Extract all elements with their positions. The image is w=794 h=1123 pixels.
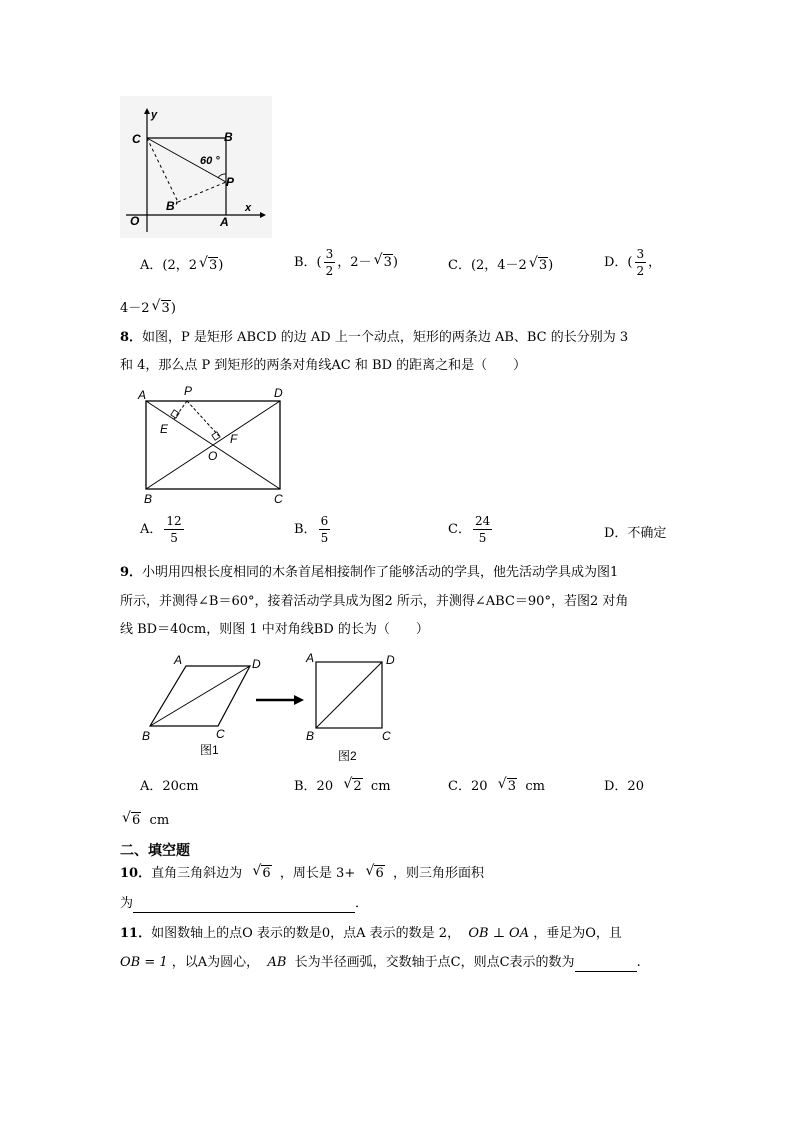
- fraction: $\frac{3}{2}$: [325, 247, 334, 278]
- q8-option-c[interactable]: C． $\frac{24}{5}$: [448, 514, 491, 545]
- q10-line-2: 为 ．: [120, 896, 369, 911]
- q7-option-c[interactable]: C．(2，4－2 √ 3): [448, 255, 554, 273]
- q9-fig1-label-b: B: [142, 729, 151, 743]
- q9-line-2: 所示，并测得∠B＝60°，接着活动学具成为图2 所示，并测得∠ABC＝90°，若图2 对角: [120, 594, 629, 609]
- q8-label-o: O: [208, 449, 218, 463]
- q8-line-2: 和 4，那么点 P 到矩形的两条对角线AC 和 BD 的距离之和是（ ）: [120, 358, 527, 373]
- q9-fig2-caption: 图2: [338, 749, 357, 763]
- q11-answer-blank[interactable]: [575, 955, 637, 972]
- q10-line-1: 10．直角三角斜边为 √ 6 ，周长是 3+ √ 6 ，则三角形面积: [120, 863, 485, 881]
- q8-option-a[interactable]: A． $\frac{12}{5}$: [140, 514, 182, 545]
- sqrt: √ 6: [365, 863, 384, 881]
- q11-line-1: 11．如图数轴上的点O 表示的数是0，点A 表示的数是 2， OB ⊥ OA ，垂足为O，且: [120, 926, 622, 941]
- q9-option-b[interactable]: B．20 √ 2 cm: [294, 776, 391, 794]
- q9-fig1-label-c: C: [216, 727, 225, 741]
- sqrt: √ 3: [528, 255, 548, 273]
- q7-label-angle: 60 °: [200, 155, 220, 167]
- sqrt: √ 2: [343, 776, 362, 794]
- fraction: $\frac{6}{5}$: [320, 514, 329, 545]
- q9-fig2-label-d: D: [386, 653, 395, 667]
- fraction: $\frac{3}{2}$: [636, 247, 645, 278]
- q8-line-1: 8．如图，P 是矩形 ABCD 的边 AD 上一个动点，矩形的两条边 AB、BC 的长分别为 3: [120, 330, 629, 345]
- sqrt: √ 3: [497, 776, 517, 794]
- sqrt: √ 3: [151, 298, 170, 316]
- q7-label-a: A: [220, 215, 229, 229]
- q9-option-d[interactable]: D．20: [604, 779, 644, 794]
- q7-label-x: x: [245, 202, 252, 214]
- q8-label-d: D: [274, 386, 283, 400]
- q8-label-p: P: [184, 384, 193, 398]
- q7-option-b[interactable]: B．( $\frac{3}{2}$ ，2－ √ 3): [294, 247, 398, 278]
- q10-answer-blank[interactable]: [133, 896, 355, 913]
- q7-label-b: B: [224, 130, 233, 144]
- fraction: $\frac{24}{5}$: [474, 514, 491, 545]
- q9-line-1: 9．小明用四根长度相同的木条首尾相接制作了能够活动的学具，他先活动学具成为图1: [120, 565, 619, 580]
- sqrt: √ 3: [373, 252, 392, 270]
- q7-option-d[interactable]: D．( $\frac{3}{2}$ ，: [604, 247, 662, 278]
- q8-label-f: F: [230, 432, 238, 446]
- q7-label-c: C: [132, 132, 141, 146]
- q7-label-y: y: [151, 109, 158, 121]
- q9-fig1-label-d: D: [252, 657, 261, 671]
- q9-option-d-cont: √ 6 cm: [122, 810, 170, 828]
- q9-fig1-caption: 图1: [200, 743, 219, 757]
- q8-option-d[interactable]: D．不确定: [604, 526, 667, 541]
- q11-line-2: OB = 1 ，以A为圆心， AB 长为半径画弧，交数轴于点C，则点C表示的数为 .: [120, 955, 641, 970]
- q8-figure: [134, 382, 294, 508]
- q9-line-3: 线 BD＝40cm，则图 1 中对角线BD 的长为（ ）: [120, 622, 429, 637]
- fraction: $\frac{12}{5}$: [166, 514, 182, 545]
- q7-label-bprime: B': [166, 199, 178, 213]
- sqrt: √ 6: [252, 863, 271, 881]
- q9-option-a[interactable]: A．20cm: [140, 779, 199, 794]
- q7-label-o: O: [130, 214, 140, 228]
- sqrt: √ 3: [199, 255, 218, 273]
- q7-label-p: P: [226, 175, 235, 189]
- sqrt: √ 6: [122, 810, 141, 828]
- q7-figure: [120, 96, 272, 238]
- q9-fig2-label-c: C: [382, 729, 391, 743]
- q9-fig2-label-b: B: [306, 729, 315, 743]
- q7-option-d-cont: 4－2 √ 3): [120, 298, 176, 316]
- q8-label-a: A: [138, 388, 147, 402]
- q9-figure: [136, 650, 406, 766]
- q8-label-c: C: [274, 492, 283, 506]
- q9-option-c[interactable]: C．20 √ 3 cm: [448, 776, 545, 794]
- section-title: 二、填空题: [120, 843, 190, 859]
- q8-label-e: E: [160, 422, 169, 436]
- q9-fig2-label-a: A: [306, 651, 315, 665]
- q8-label-b: B: [144, 492, 153, 506]
- q8-option-b[interactable]: B． $\frac{6}{5}$: [294, 514, 329, 545]
- q9-fig1-label-a: A: [174, 653, 183, 667]
- q7-option-a[interactable]: A．(2，2 √ 3): [140, 255, 224, 273]
